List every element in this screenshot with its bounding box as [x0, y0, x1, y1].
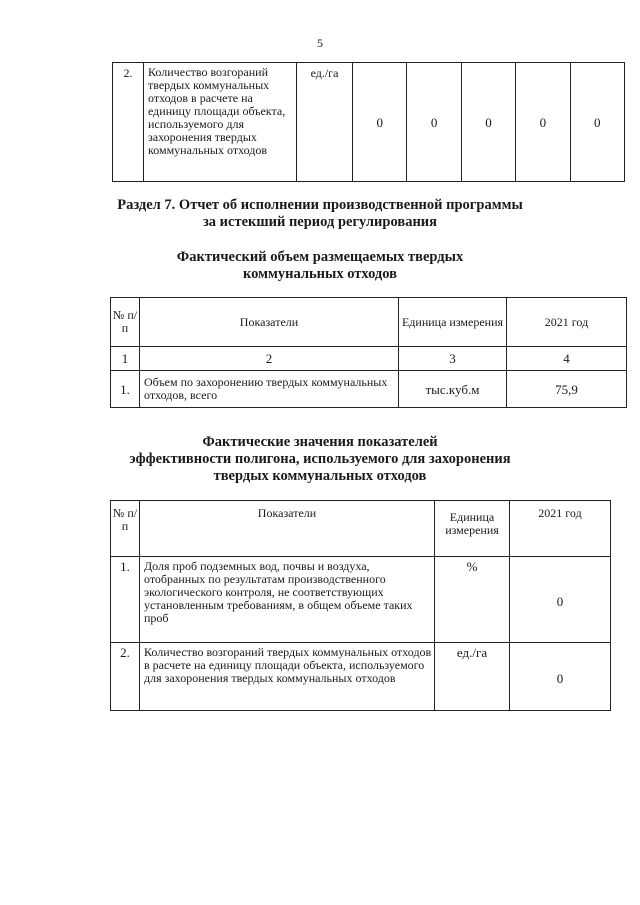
page-number: 5: [317, 36, 323, 50]
row-number: 1.: [111, 371, 140, 408]
volume-table: [110, 297, 627, 408]
table-row: [111, 557, 611, 643]
indicator-description: Количество возгораний твердых коммунальных отходов в расчете на единицу площади объекта, используемого для захоронения твердых коммунальных отходов: [140, 643, 435, 711]
indicator-description: Объем по захоронению твердых коммунальных отходов, всего: [140, 371, 399, 408]
header-indicator: Показатели: [140, 298, 399, 347]
unit-cell: ед./га: [297, 63, 353, 182]
table-row: [111, 371, 627, 408]
value-cell: 0: [407, 63, 461, 182]
value-cell: 0: [516, 63, 570, 182]
unit-cell: %: [435, 557, 510, 643]
efficiency-table: [110, 500, 611, 711]
header-unit: Единица измерения: [399, 298, 507, 347]
value-cell: 0: [510, 557, 611, 643]
volume-title-line: Фактический объем размещаемых твердых: [176, 249, 464, 265]
header-year: 2021 год: [507, 298, 627, 347]
value-cell: 0: [570, 63, 624, 182]
header-unit: Единица измерения: [435, 501, 510, 557]
index-cell: 4: [507, 347, 627, 371]
index-cell: 1: [111, 347, 140, 371]
value-cell: 0: [510, 643, 611, 711]
row-number: 1.: [111, 557, 140, 643]
row-number: 2.: [113, 63, 144, 182]
section-title-line: за истекший период регулирования: [202, 214, 438, 230]
unit-cell: тыс.куб.м: [399, 371, 507, 408]
efficiency-title: [0, 434, 640, 485]
header-indicator: Показатели: [140, 501, 435, 557]
volume-title: [0, 249, 640, 283]
volume-title-line: коммунальных отходов: [243, 266, 397, 282]
table-header-row: [111, 501, 611, 557]
value-cell: 0: [353, 63, 407, 182]
header-year: 2021 год: [510, 501, 611, 557]
table-header-row: [111, 298, 627, 347]
index-cell: 3: [399, 347, 507, 371]
header-num: № п/п: [111, 298, 140, 347]
section-title-line: Раздел 7. Отчет об исполнении производственной программы: [117, 197, 523, 213]
unit-cell: ед./га: [435, 643, 510, 711]
efficiency-title-line: эффективности полигона, используемого для захоронения: [129, 451, 511, 467]
row-number: 2.: [111, 643, 140, 711]
value-cell: 0: [461, 63, 515, 182]
top-continuation-table: [112, 62, 625, 182]
index-cell: 2: [140, 347, 399, 371]
table-row: [113, 63, 625, 182]
indicator-description: Количество возгораний твердых коммунальных отходов в расчете на единицу площади объекта, используемого для захоронения твердых коммунальных отходов: [144, 63, 297, 182]
value-cell: 75,9: [507, 371, 627, 408]
header-num: № п/п: [111, 501, 140, 557]
section-title: [0, 197, 640, 231]
efficiency-title-line: Фактические значения показателей: [202, 434, 438, 450]
table-index-row: [111, 347, 627, 371]
indicator-description: Доля проб подземных вод, почвы и воздуха, отобранных по результатам производственного экологического контроля, не соответствующих установленным требованиям, в общем объеме таких проб: [140, 557, 435, 643]
table-row: [111, 643, 611, 711]
efficiency-title-line: твердых коммунальных отходов: [213, 468, 427, 484]
